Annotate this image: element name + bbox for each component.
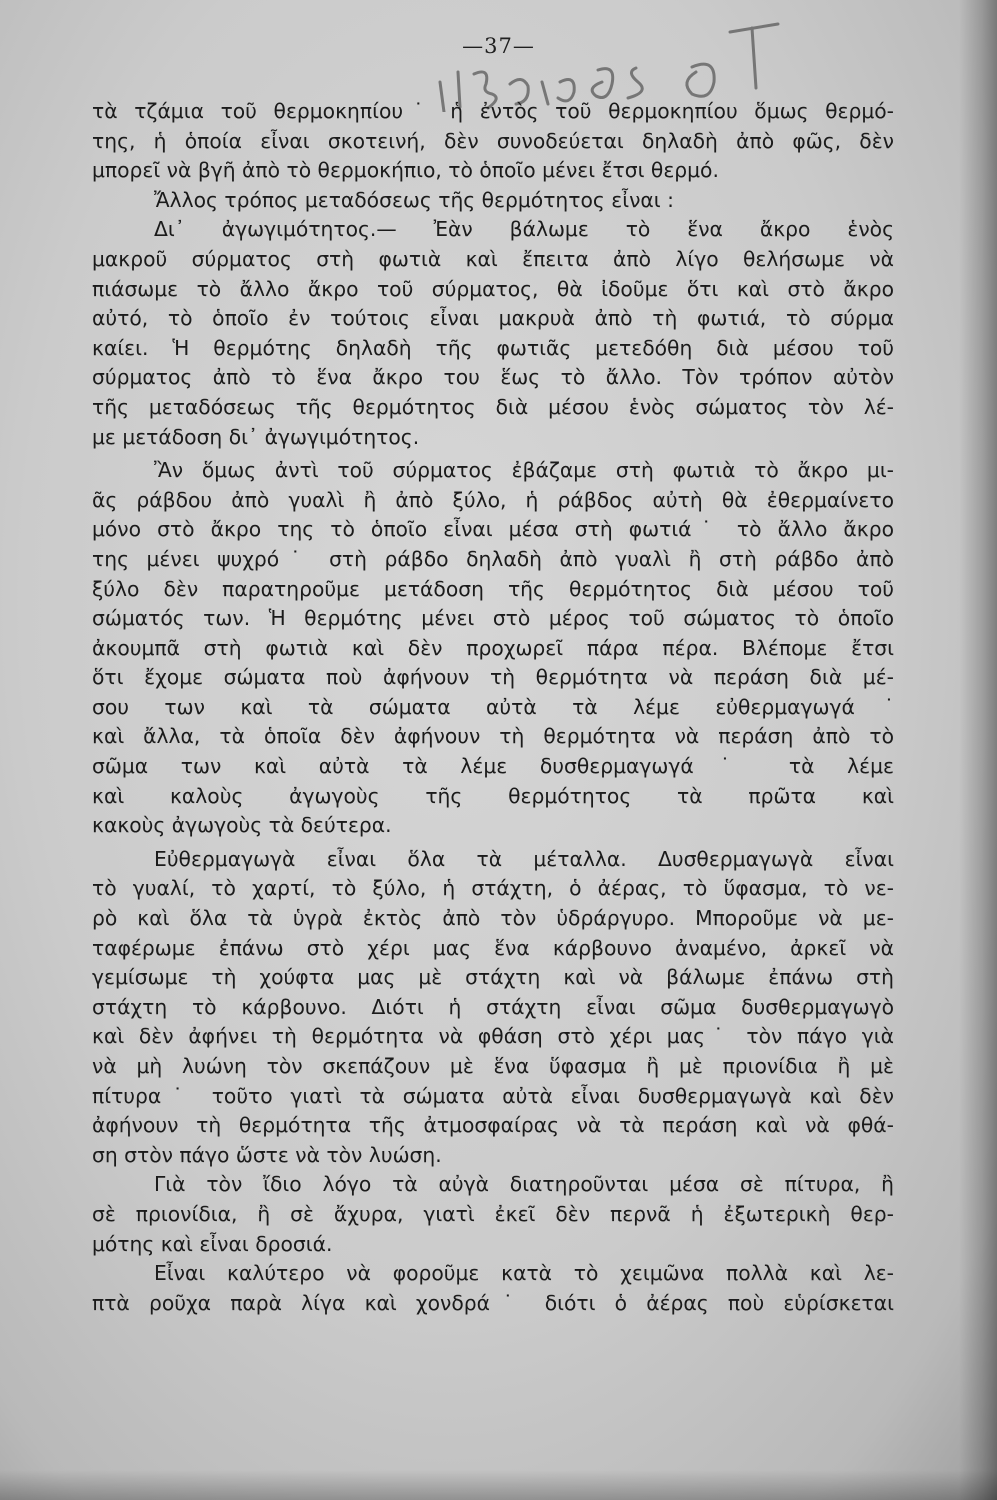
text-line: αὐτό, τὸ ὁποῖο ἐν τούτοις εἶναι μακρυὰ ἀπὸ τὴ φωτιά, τὸ σύρμα xyxy=(92,306,894,331)
text-line: ρὸ καὶ ὅλα τὰ ὑγρὰ ἐκτὸς ἀπὸ τὸν ὑδράργυρο. Μποροῦμε νὰ με- xyxy=(92,906,894,931)
text-line: Γιὰ τὸν ἴδιο λόγο τὰ αὐγὰ διατηροῦνται μέσα σὲ πίτυρα, ἢ xyxy=(154,1172,894,1197)
text-line: ᾶς ράβδου ἀπὸ γυαλὶ ἢ ἀπὸ ξύλο, ἡ ράβδος αὐτὴ θὰ ἐθερμαίνετο xyxy=(92,487,894,512)
page-bottom-shadow xyxy=(0,1470,997,1500)
text-line: ἀφήνουν τὴ θερμότητα τῆς ἀτμοσφαίρας νὰ τὰ περάση καὶ νὰ φθά- xyxy=(92,1113,894,1138)
text-line: της, ἡ ὁποία εἶναι σκοτεινή, δὲν συνοδεύεται δηλαδὴ ἀπὸ φῶς, δὲν xyxy=(92,128,894,153)
text-line: κακοὺς ἀγωγοὺς τὰ δεύτερα. xyxy=(92,813,392,838)
page-number: —37— xyxy=(462,34,535,58)
text-line: με μετάδοση δι᾽ ἀγωγιμότητος. xyxy=(92,424,420,449)
text-line: σῶμα των καὶ αὐτὰ τὰ λέμε δυσθερμαγωγά˙ τὰ λέμε xyxy=(92,754,894,779)
text-line: μπορεῖ νὰ βγῆ ἀπὸ τὸ θερμοκήπιο, τὸ ὁποῖο μένει ἔτσι θερμό. xyxy=(92,158,719,183)
text-line: ταφέρωμε ἐπάνω στὸ χέρι μας ἕνα κάρβουνο ἀναμένο, ἀρκεῖ νὰ xyxy=(92,935,894,960)
text-line: Δι᾽ ἀγωγιμότητος.— Ἐὰν βάλωμε τὸ ἕνα ἄκρο ἑνὸς xyxy=(154,217,894,242)
text-line: Εὐθερμαγωγὰ εἶναι ὅλα τὰ μέταλλα. Δυσθερμαγωγὰ εἶναι xyxy=(154,846,894,871)
text-line: σύρματος ἀπὸ τὸ ἕνα ἄκρο του ἕως τὸ ἄλλο. Τὸν τρόπον αὐτὸν xyxy=(92,365,894,390)
text-line: ἀκουμπᾶ στὴ φωτιὰ καὶ δὲν προχωρεῖ πάρα πέρα. Βλέπομε ἔτσι xyxy=(92,635,894,660)
text-line: στάχτη τὸ κάρβουνο. Διότι ἡ στάχτη εἶναι σῶμα δυσθερμαγωγὸ xyxy=(92,994,894,1019)
text-line: καὶ καλοὺς ἀγωγοὺς τῆς θερμότητος τὰ πρῶτα καὶ xyxy=(92,783,894,808)
text-line: ξύλο δὲν παρατηροῦμε μετάδοση τῆς θερμότητος διὰ μέσου τοῦ xyxy=(92,576,894,601)
text-line: καίει. Ἡ θερμότης δηλαδὴ τῆς φωτιᾶς μετεδόθη διὰ μέσου τοῦ xyxy=(92,335,894,360)
text-line: μότης καὶ εἶναι δροσιά. xyxy=(92,1231,333,1256)
text-line: τὰ τζάμια τοῦ θερμοκηπίου˙ ἡ ἐντὸς τοῦ θερμοκηπίου ὅμως θερμό- xyxy=(92,99,894,123)
body-text xyxy=(92,97,894,1318)
text-line: μακροῦ σύρματος στὴ φωτιὰ καὶ ἔπειτα ἀπὸ λίγο θελήσωμε νὰ xyxy=(92,246,894,271)
text-line: νὰ μὴ λυώνη τὸν σκεπάζουν μὲ ἕνα ὕφασμα ἢ μὲ πριονίδια ἢ μὲ xyxy=(92,1054,894,1078)
text-line: σου των καὶ τὰ σώματα αὐτὰ τὰ λέμε εὐθερμαγωγά˙ xyxy=(92,694,894,719)
text-line: πιάσωμε τὸ ἄλλο ἄκρο τοῦ σύρματος, θὰ ἰδοῦμε ὅτι καὶ στὸ ἄκρο xyxy=(92,276,894,301)
text-line: γεμίσωμε τὴ χούφτα μας μὲ στάχτη καὶ νὰ βάλωμε ἐπάνω στὴ xyxy=(92,965,894,990)
text-line: σώματός των. Ἡ θερμότης μένει στὸ μέρος τοῦ σώματος τὸ ὁποῖο xyxy=(92,606,894,631)
text-line: ση στὸν πάγο ὥστε νὰ τὸν λυώση. xyxy=(92,1142,442,1167)
text-line: τῆς μεταδόσεως τῆς θερμότητος διὰ μέσου ἑνὸς σώματος τὸν λέ- xyxy=(92,394,894,419)
text-line: ὅτι ἔχομε σώματα ποὺ ἀφήνουν τὴ θερμότητα νὰ περάση διὰ μέ- xyxy=(92,665,894,690)
text-line: καὶ ἄλλα, τὰ ὁποῖα δὲν ἀφήνουν τὴ θερμότητα νὰ περάση ἀπὸ τὸ xyxy=(92,724,894,749)
text-line: σὲ πριονίδια, ἢ σὲ ἄχυρα, γιατὶ ἐκεῖ δὲν περνᾶ ἡ ἐξωτερικὴ θερ- xyxy=(92,1201,894,1226)
text-line: πτὰ ροῦχα παρὰ λίγα καὶ χονδρά˙ διότι ὁ ἀέρας ποὺ εὑρίσκεται xyxy=(92,1290,894,1315)
text-line: μόνο στὸ ἄκρο της τὸ ὁποῖο εἶναι μέσα στὴ φωτιά˙ τὸ ἄλλο ἄκρο xyxy=(92,517,894,542)
text-line: τὸ γυαλί, τὸ χαρτί, τὸ ξύλο, ἡ στάχτη, ὁ ἀέρας, τὸ ὕφασμα, τὸ νε- xyxy=(92,876,894,901)
text-line: πίτυρα˙ τοῦτο γιατὶ τὰ σώματα αὐτὰ εἶναι δυσθερμαγωγὰ καὶ δὲν xyxy=(92,1083,894,1108)
text-line: Εἶναι καλύτερο νὰ φοροῦμε κατὰ τὸ χειμῶνα πολλὰ καὶ λε- xyxy=(154,1261,894,1286)
page-edge-shadow xyxy=(959,0,997,1500)
text-line: της μένει ψυχρό˙ στὴ ράβδο δηλαδὴ ἀπὸ γυαλὶ ἢ στὴ ράβδο ἀπὸ xyxy=(92,546,894,571)
text-line: καὶ δὲν ἀφήνει τὴ θερμότητα νὰ φθάση στὸ χέρι μας˙ τὸν πάγο γιὰ xyxy=(92,1024,894,1049)
text-line: Ἂν ὅμως ἀντὶ τοῦ σύρματος ἐβάζαμε στὴ φωτιὰ τὸ ἄκρο μι- xyxy=(154,458,894,483)
text-line: Ἄλλος τρόπος μεταδόσεως τῆς θερμότητος εἶναι : xyxy=(154,187,674,212)
